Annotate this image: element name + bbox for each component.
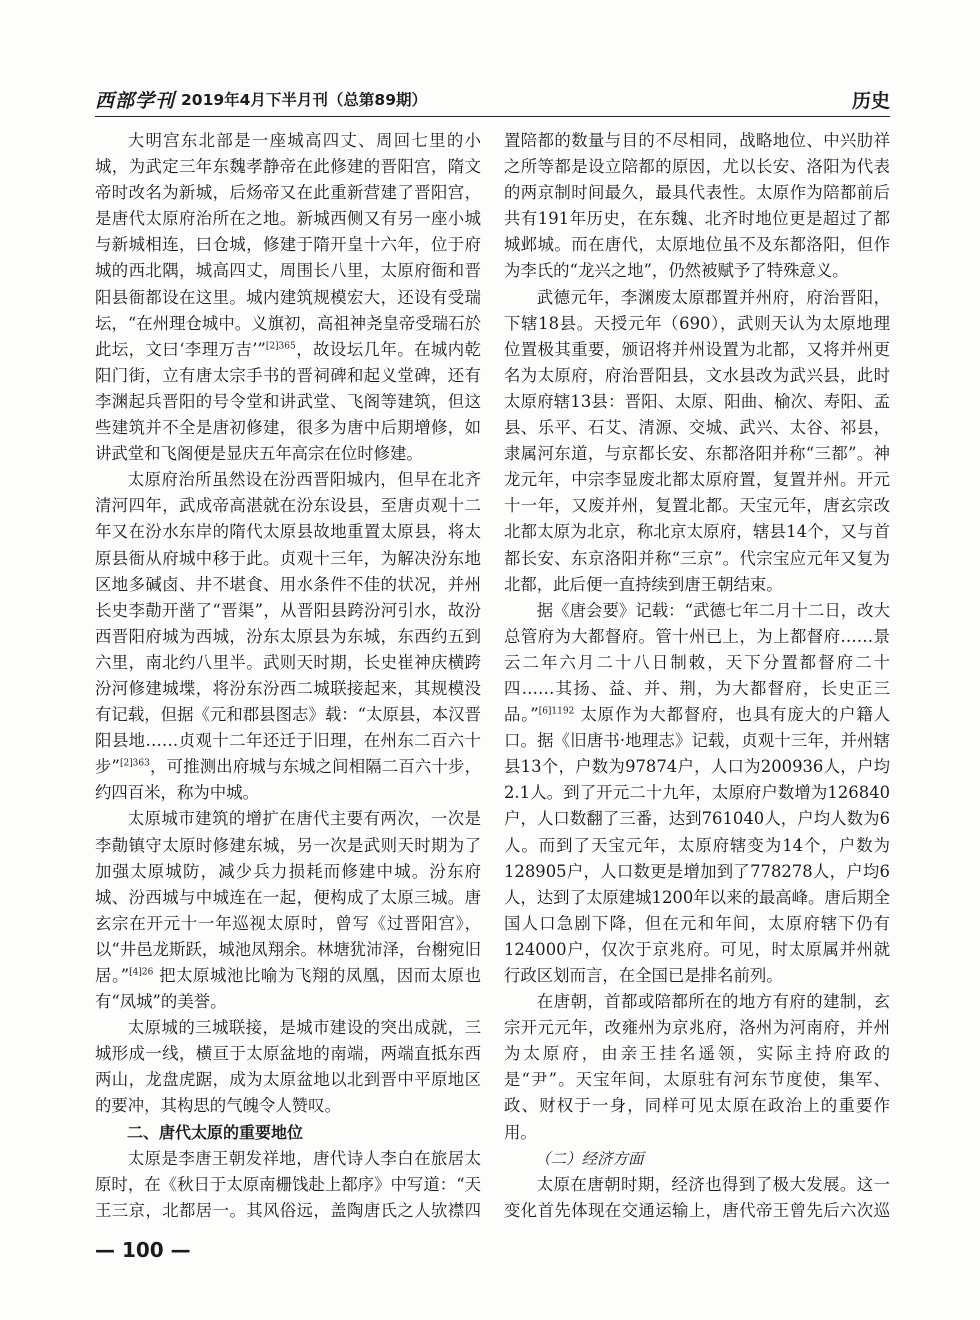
paragraph-text: 大明宫东北部是一座城高四丈、周回七里的小城，为武定三年东魏孝静帝在此修建的晋阳宫，隋文帝时改名为新城，后炀帝又在此重新营建了晋阳宫，是唐代太原府治所在之地。新城西侧又有另一座小城与新城相连，曰仓城，修建于隋开皇十六年，位于府城的西北隅，城高四丈，周围长八里，太原府衙和晋阳县衙都设在这里。城内建筑规模宏大，还设有受瑞坛，“在州理仓城中。义旗初，高祖神尧皇帝受瑞石於此坛，文曰‘李理万吉’” [95, 131, 481, 359]
paragraph-text: ，可推测出府城与东城之间相隔二百六十步，约四百米，称为中城。 [95, 757, 481, 803]
running-header [95, 86, 890, 114]
subsection-heading: （二）经济方面 [535, 1149, 644, 1168]
paragraph-text: 太原府治所虽然设在汾西晋阳城内，但早在北齐清河四年，武成帝高湛就在汾东设县，至唐贞观十二年又在汾水东岸的隋代太原县故地重置太原县，将太原县衙从府城中移于此。贞观十三年，为解决汾东地区地多碱卤、井不堪食、用水条件不佳的状况，并州长史李勣开凿了“晋渠”，从晋阳县跨汾河引水，故汾西晋阳府城为西城，汾东太原县为东城，东西约五到六里，南北约八里半。武则天时期，长史崔神庆横跨汾河修建城堞，将汾东汾西二城联接起来，其规模没有记载，但据《元和郡县图志》载：“太原县，本汉晋阳县地……贞观十二年还迁于旧理，在州东二百六十步” [95, 470, 481, 777]
paragraph-text: 太原城的三城联接，是城市建设的突出成就，三城形成一线，横亘于太原盆地的南端，两端直抵东西两山，龙盘虎踞，成为太原盆地以北到晋中平原地区的要冲，其构思的气魄令人赞叹。 [95, 1018, 481, 1116]
paragraph-text: 太原作为大都督府，也具有庞大的户籍人口。据《旧唐书·地理志》记载，贞观十三年，并州辖县13个，户数为97874户，人口为200936人，户均2.1人。到了开元二十九年，太原府户数增为126840户，人口数翻了三番，达到761040人，户均人数为6人。而到了天宝元年，太原府辖变为14个，户数为128905户，人口数更是增加到了778278人，户均6人，达到了太原建城1200年以来的最高峰。唐后期全国人口急剧下降，但在元和年间，太原府辖下仍有124000户，仅次于京兆府。可见，时太原属并州就行政区划而言，在全国已是排名前列。 [504, 705, 890, 985]
paragraph [504, 285, 890, 598]
header-divider [95, 116, 890, 117]
section-heading: 二、唐代太原的重要地位 [127, 1122, 304, 1142]
journal-logo: 西部学刊 [95, 90, 176, 112]
paragraph-text: 太原在唐朝时期，经济也得到了极大发展。这一变化首先体现在交通运输上，唐代帝王曾先后六次巡 [504, 1174, 890, 1220]
paragraph [95, 467, 481, 806]
paragraph [504, 989, 890, 1146]
paragraph [504, 128, 890, 285]
section-label: 历史 [851, 90, 890, 112]
paragraph-text: 太原是李唐王朝发祥地，唐代诗人李白在旅居太原时，在《秋日于太原南栅饯赴上都序》中写道：“天王三京，北都居一。其风俗远，盖陶唐氏之人欤襟四 [95, 1148, 481, 1220]
page-number: — 100 — [95, 1238, 191, 1262]
paragraph [504, 1172, 890, 1226]
citation-ref: [2]365 [265, 341, 296, 352]
paragraph [95, 1015, 481, 1119]
citation-ref: [6]1192 [538, 706, 575, 717]
paragraph [504, 598, 890, 989]
paragraph [95, 128, 481, 467]
paragraph-text: 武德元年，李渊废太原郡置并州府，府治晋阳，下辖18县。天授元年（690），武则天认为太原地理位置极其重要，颁诏将并州设置为北都，又将并州更名为太原府，府治晋阳县，文水县改为武兴县，此时太原府辖13县：晋阳、太原、阳曲、榆次、寿阳、孟县、乐平、石艾、清源、交城、武兴、太谷、祁县，隶属河东道，与京都长安、东都洛阳并称“三都”。神龙元年，中宗李显废北都太原府置，复置并州。开元十一年，又废并州，复置北都。天宝元年，唐玄宗改北都太原为北京，称北京太原府，辖县14个，又与首都长安、东京洛阳并称“三京”。代宗宝应元年又复为北都，此后便一直持续到唐王朝结束。 [504, 287, 890, 594]
citation-ref: [2]363 [119, 758, 150, 769]
paragraph-text: 据《唐会要》记载：“武德七年二月十二日，改大总管府为大都督府。管十州已上，为上都督府……景云二年六月二十八日制敕，天下分置都督府二十四……其扬、益、并、荆，为大都督府，长史正三品。” [504, 600, 890, 725]
paragraph-text: ，故设坛几年。在城内乾阳门街，立有唐太宗手书的晋祠碑和起义堂碑，还有李渊起兵晋阳的号令堂和讲武堂、飞阁等建筑，但这些建筑并不全是唐初修建，很多为唐中后期增修，如讲武堂和飞阁便是显庆五年高宗在位时修建。 [95, 339, 481, 464]
left-column [95, 128, 481, 1226]
issue-info: 2019年4月下半月刊（总第89期） [181, 91, 427, 109]
paragraph-text: 置陪都的数量与目的不尽相同，战略地位、中兴肋祥之所等都是设立陪都的原因，尤以长安、洛阳为代表的两京制时间最久，最具代表性。太原作为陪都前后共有191年历史，在东魏、北齐时地位更是超过了都城邺城。而在唐代，太原地位虽不及东都洛阳，但作为李氏的“龙兴之地”，仍然被赋予了特殊意义。 [504, 131, 890, 281]
right-column [504, 128, 890, 1226]
citation-ref: [4]26 [129, 967, 154, 978]
paragraph [95, 1146, 481, 1226]
paragraph-text: 在唐朝，首都或陪都所在的地方有府的建制，玄宗开元元年，改雍州为京兆府，洛州为河南府，并州为太原府，由亲王挂名遥领，实际主持府政的是“尹”。天宝年间，太原驻有河东节度使，集军、政、财权于一身，同样可见太原在政治上的重要作用。 [504, 992, 890, 1142]
paragraph-text: 把太原城池比喻为飞翔的凤凰，因而太原也有“凤城”的美誉。 [95, 966, 481, 1012]
paragraph-text: 太原城市建筑的增扩在唐代主要有两次，一次是李勣镇守太原时修建东城，另一次是武则天时期为了加强太原城防，减少兵力损耗而修建中城。汾东府城、汾西城与中城连在一起，便构成了太原三城。唐玄宗在开元十一年巡视太原时，曾写《过晋阳宫》，以“井邑龙斯跃，城池凤翔余。林塘犹沛泽，台榭宛旧居。” [95, 809, 481, 985]
paragraph [95, 806, 481, 1015]
